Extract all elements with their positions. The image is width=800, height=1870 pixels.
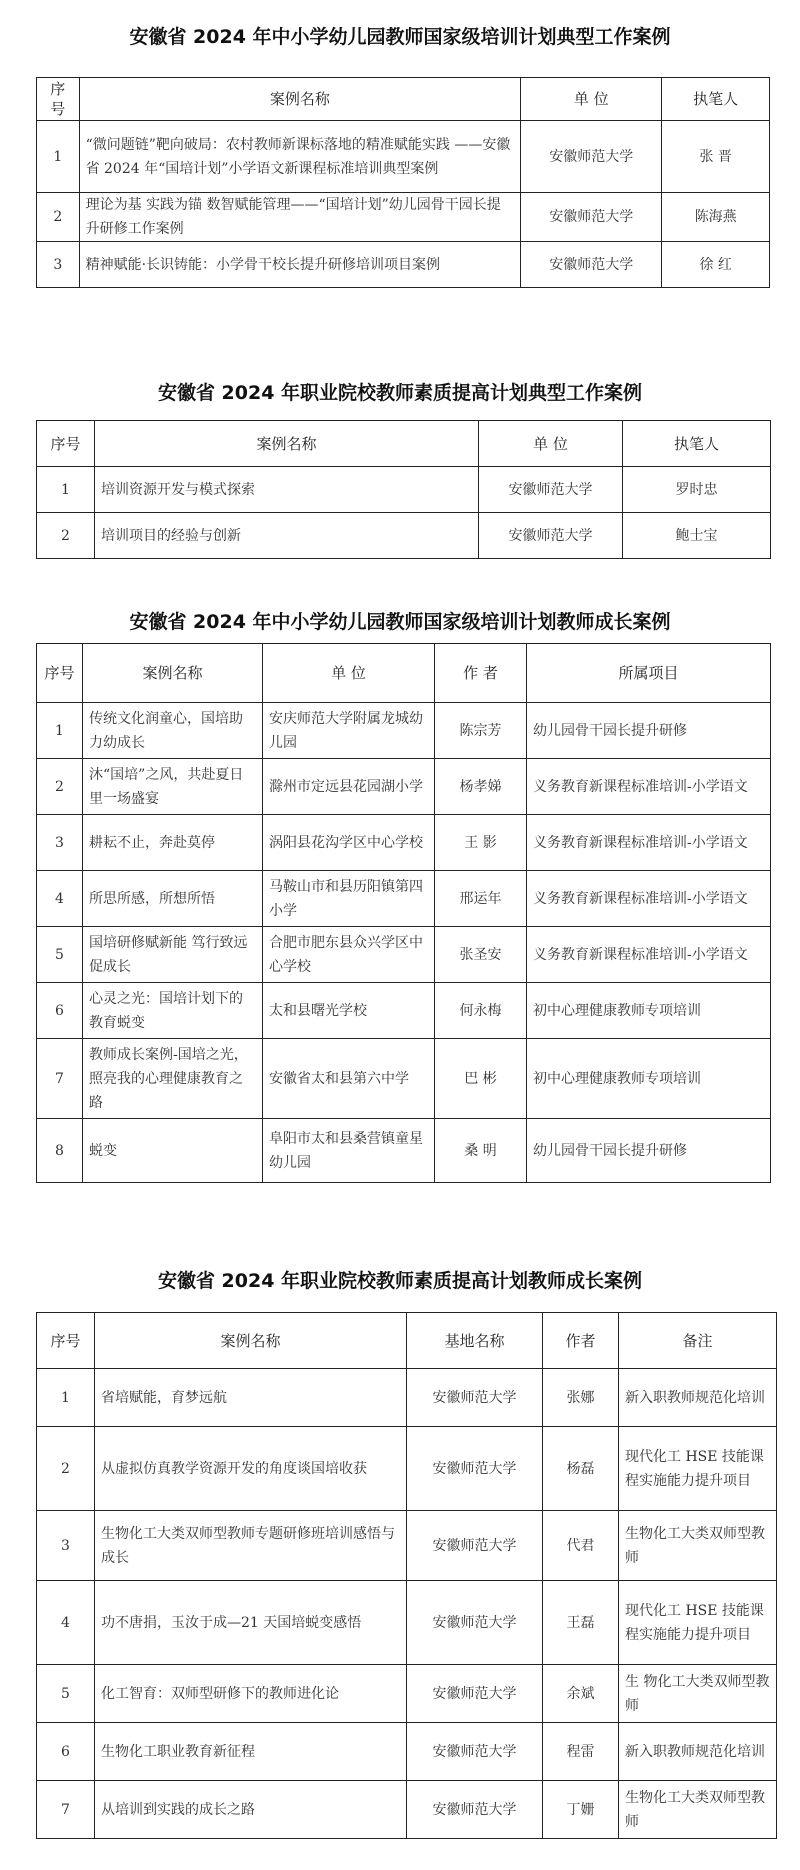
column-header: 作者 [543, 1313, 619, 1369]
table-row [37, 815, 771, 871]
unit: 安徽师范大学 [521, 193, 662, 242]
author: 程雷 [543, 1723, 619, 1781]
unit: 涡阳县花沟学区中心学校 [263, 815, 435, 871]
author: 杨磊 [543, 1427, 619, 1511]
case-table [36, 420, 771, 559]
table-row [37, 871, 771, 927]
remark: 生 物化工大类双师型教师 [619, 1665, 777, 1723]
author: 王磊 [543, 1581, 619, 1665]
row-number: 1 [37, 703, 83, 759]
row-number: 7 [37, 1039, 83, 1119]
remark: 生物化工大类双师型教师 [619, 1511, 777, 1581]
table-header-row [37, 644, 771, 703]
author: 张圣安 [435, 927, 527, 983]
writer: 张 晋 [662, 121, 770, 193]
row-number: 2 [37, 513, 95, 559]
writer: 陈海燕 [662, 193, 770, 242]
table-header-row [37, 78, 770, 121]
table-row [37, 1369, 777, 1427]
case-name: 理论为基 实践为锚 数智赋能管理——“国培计划”幼儿园骨干园长提升研修工作案例 [79, 193, 521, 242]
row-number: 4 [37, 871, 83, 927]
writer: 罗时忠 [623, 467, 771, 513]
case-name: 蜕变 [83, 1119, 263, 1183]
section-title: 安徽省 2024 年中小学幼儿园教师国家级培训计划教师成长案例 [129, 611, 671, 633]
author: 陈宗芳 [435, 703, 527, 759]
section-title: 安徽省 2024 年中小学幼儿园教师国家级培训计划典型工作案例 [129, 26, 671, 48]
remark: 现代化工 HSE 技能课程实施能力提升项目 [619, 1427, 777, 1511]
table-header-row [37, 421, 771, 467]
case-name: 化工智育：双师型研修下的教师进化论 [95, 1665, 407, 1723]
author: 张娜 [543, 1369, 619, 1427]
table-row [37, 1119, 771, 1183]
column-header: 序号 [37, 78, 80, 121]
column-header: 案例名称 [79, 78, 521, 121]
base-name: 安徽师范大学 [407, 1427, 543, 1511]
row-number: 4 [37, 1581, 95, 1665]
case-name: 耕耘不止，奔赴莫停 [83, 815, 263, 871]
project: 义务教育新课程标准培训-小学语文 [527, 927, 771, 983]
column-header: 案例名称 [95, 1313, 407, 1369]
author: 王 影 [435, 815, 527, 871]
case-table [36, 77, 770, 288]
unit: 太和县曙光学校 [263, 983, 435, 1039]
project: 初中心理健康教师专项培训 [527, 1039, 771, 1119]
row-number: 6 [37, 983, 83, 1039]
table-row [37, 513, 771, 559]
row-number: 2 [37, 193, 80, 242]
table-row [37, 759, 771, 815]
row-number: 3 [37, 242, 80, 288]
row-number: 2 [37, 1427, 95, 1511]
author: 杨孝娣 [435, 759, 527, 815]
column-header: 案例名称 [95, 421, 479, 467]
case-name: 精神赋能·长识铸能：小学骨干校长提升研修培训项目案例 [79, 242, 521, 288]
author: 丁姗 [543, 1781, 619, 1839]
table-row [37, 1781, 777, 1839]
column-header: 单 位 [263, 644, 435, 703]
table-row [37, 1511, 777, 1581]
project: 初中心理健康教师专项培训 [527, 983, 771, 1039]
case-name: 生物化工职业教育新征程 [95, 1723, 407, 1781]
author: 何永梅 [435, 983, 527, 1039]
remark: 新入职教师规范化培训 [619, 1723, 777, 1781]
author: 余斌 [543, 1665, 619, 1723]
remark: 新入职教师规范化培训 [619, 1369, 777, 1427]
section-title: 安徽省 2024 年职业院校教师素质提高计划教师成长案例 [157, 1270, 643, 1292]
case-name: 所思所感，所想所悟 [83, 871, 263, 927]
column-header: 执笔人 [662, 78, 770, 121]
unit: 滁州市定远县花园湖小学 [263, 759, 435, 815]
project: 幼儿园骨干园长提升研修 [527, 703, 771, 759]
column-header: 单 位 [521, 78, 662, 121]
case-name: 心灵之光：国培计划下的教育蜕变 [83, 983, 263, 1039]
table-row [37, 467, 771, 513]
author: 巴 彬 [435, 1039, 527, 1119]
row-number: 1 [37, 467, 95, 513]
row-number: 6 [37, 1723, 95, 1781]
case-name: “微问题链”靶向破局：农村教师新课标落地的精准赋能实践 ——安徽省 2024 年“国培计划”小学语文新课程标准培训典型案例 [79, 121, 521, 193]
case-name: 教师成长案例-国培之光，照亮我的心理健康教育之路 [83, 1039, 263, 1119]
project: 幼儿园骨干园长提升研修 [527, 1119, 771, 1183]
table-row [37, 703, 771, 759]
case-name: 功不唐捐，玉汝于成—21 天国培蜕变感悟 [95, 1581, 407, 1665]
row-number: 1 [37, 1369, 95, 1427]
case-name: 沐“国培”之风，共赴夏日里一场盛宴 [83, 759, 263, 815]
row-number: 3 [37, 1511, 95, 1581]
unit: 阜阳市太和县桑营镇童星幼儿园 [263, 1119, 435, 1183]
table-row [37, 983, 771, 1039]
project: 义务教育新课程标准培训-小学语文 [527, 815, 771, 871]
unit: 安庆师范大学附属龙城幼儿园 [263, 703, 435, 759]
row-number: 5 [37, 1665, 95, 1723]
case-name: 从培训到实践的成长之路 [95, 1781, 407, 1839]
unit: 安徽师范大学 [479, 513, 623, 559]
row-number: 8 [37, 1119, 83, 1183]
unit: 合肥市肥东县众兴学区中心学校 [263, 927, 435, 983]
case-name: 国培研修赋新能 笃行致远促成长 [83, 927, 263, 983]
base-name: 安徽师范大学 [407, 1781, 543, 1839]
base-name: 安徽师范大学 [407, 1581, 543, 1665]
case-table [36, 643, 771, 1183]
table-row [37, 927, 771, 983]
table-row [37, 1723, 777, 1781]
table-row [37, 1427, 777, 1511]
section-title: 安徽省 2024 年职业院校教师素质提高计划典型工作案例 [157, 382, 643, 404]
case-name: 从虚拟仿真教学资源开发的角度谈国培收获 [95, 1427, 407, 1511]
table-row [37, 193, 770, 242]
remark: 现代化工 HSE 技能课程实施能力提升项目 [619, 1581, 777, 1665]
column-header: 序号 [37, 644, 83, 703]
row-number: 5 [37, 927, 83, 983]
table-row [37, 121, 770, 193]
column-header: 序号 [37, 1313, 95, 1369]
remark: 生物化工大类双师型教师 [619, 1781, 777, 1839]
case-name: 传统文化润童心，国培助力幼成长 [83, 703, 263, 759]
column-header: 所属项目 [527, 644, 771, 703]
unit: 马鞍山市和县历阳镇第四小学 [263, 871, 435, 927]
row-number: 1 [37, 121, 80, 193]
writer: 鲍士宝 [623, 513, 771, 559]
unit: 安徽师范大学 [521, 121, 662, 193]
table-row [37, 1039, 771, 1119]
project: 义务教育新课程标准培训-小学语文 [527, 871, 771, 927]
column-header: 单 位 [479, 421, 623, 467]
column-header: 执笔人 [623, 421, 771, 467]
writer: 徐 红 [662, 242, 770, 288]
base-name: 安徽师范大学 [407, 1511, 543, 1581]
case-name: 生物化工大类双师型教师专题研修班培训感悟与成长 [95, 1511, 407, 1581]
table-header-row [37, 1313, 777, 1369]
column-header: 序号 [37, 421, 95, 467]
column-header: 作 者 [435, 644, 527, 703]
unit: 安徽师范大学 [521, 242, 662, 288]
case-name: 省培赋能，育梦远航 [95, 1369, 407, 1427]
column-header: 基地名称 [407, 1313, 543, 1369]
column-header: 案例名称 [83, 644, 263, 703]
unit: 安徽师范大学 [479, 467, 623, 513]
case-table [36, 1312, 777, 1839]
case-name: 培训资源开发与模式探索 [95, 467, 479, 513]
project: 义务教育新课程标准培训-小学语文 [527, 759, 771, 815]
unit: 安徽省太和县第六中学 [263, 1039, 435, 1119]
base-name: 安徽师范大学 [407, 1665, 543, 1723]
case-name: 培训项目的经验与创新 [95, 513, 479, 559]
table-row [37, 1581, 777, 1665]
table-row [37, 1665, 777, 1723]
base-name: 安徽师范大学 [407, 1723, 543, 1781]
author: 邢运年 [435, 871, 527, 927]
row-number: 7 [37, 1781, 95, 1839]
column-header: 备注 [619, 1313, 777, 1369]
author: 代君 [543, 1511, 619, 1581]
table-row [37, 242, 770, 288]
row-number: 3 [37, 815, 83, 871]
base-name: 安徽师范大学 [407, 1369, 543, 1427]
row-number: 2 [37, 759, 83, 815]
author: 桑 明 [435, 1119, 527, 1183]
